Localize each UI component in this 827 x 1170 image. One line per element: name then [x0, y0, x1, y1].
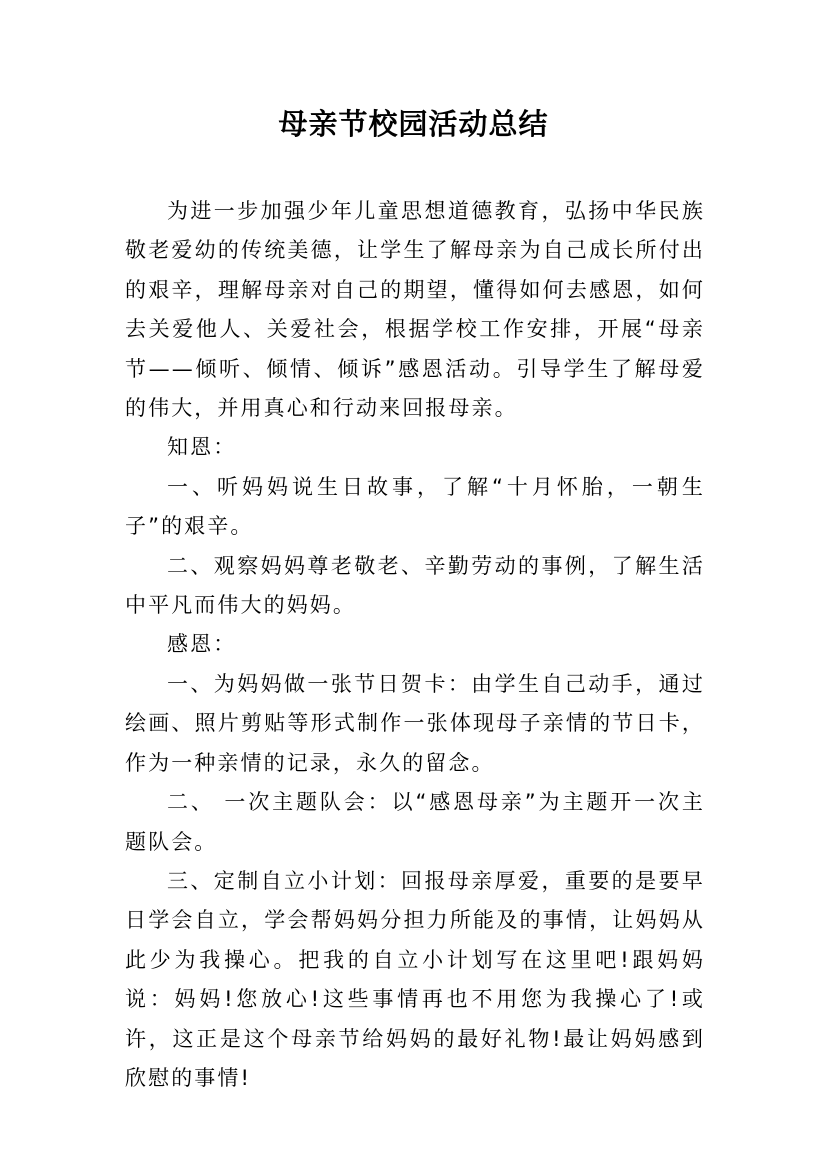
ganen-item-1: 一、为妈妈做一张节日贺卡：由学生自己动手，通过绘画、照片剪贴等形式制作一张体现母子亲情的节日卡，作为一种亲情的记录，永久的留念。 [125, 671, 705, 775]
zhien-item-2: 二、观察妈妈尊老敬老、辛勤劳动的事例，了解生活中平凡而伟大的妈妈。 [125, 553, 705, 618]
section-heading-ganen: 感恩： [167, 632, 237, 657]
section-heading-zhien: 知恩： [167, 435, 237, 460]
ganen-item-2: 二、 一次主题队会：以“感恩母亲”为主题开一次主题队会。 [125, 790, 705, 854]
document-body [125, 192, 705, 1098]
document-title: 母亲节校园活动总结 [278, 107, 549, 141]
ganen-item-3: 三、定制自立小计划：回报母亲厚爱，重要的是要早日学会自立，学会帮妈妈分担力所能及的事情，让妈妈从此少为我操心。把我的自立小计划写在这里吧!跟妈妈说：妈妈!您放心!这些事情再也不用您为我操心了!或许，这正是这个母亲节给妈妈的最好礼物!最让妈妈感到欣慰的事情! [125, 868, 705, 1090]
zhien-item-1: 一、听妈妈说生日故事，了解“十月怀胎，一朝生子”的艰辛。 [125, 474, 705, 539]
intro-paragraph: 为进一步加强少年儿童思想道德教育，弘扬中华民族敬老爱幼的传统美德，让学生了解母亲为自己成长所付出的艰辛，理解母亲对自己的期望，懂得如何去感恩，如何去关爱他人、关爱社会，根据学校工作安排，开展“母亲节——倾听、倾情、倾诉”感恩活动。引导学生了解母爱的伟大，并用真心和行动来回报母亲。 [125, 199, 705, 421]
